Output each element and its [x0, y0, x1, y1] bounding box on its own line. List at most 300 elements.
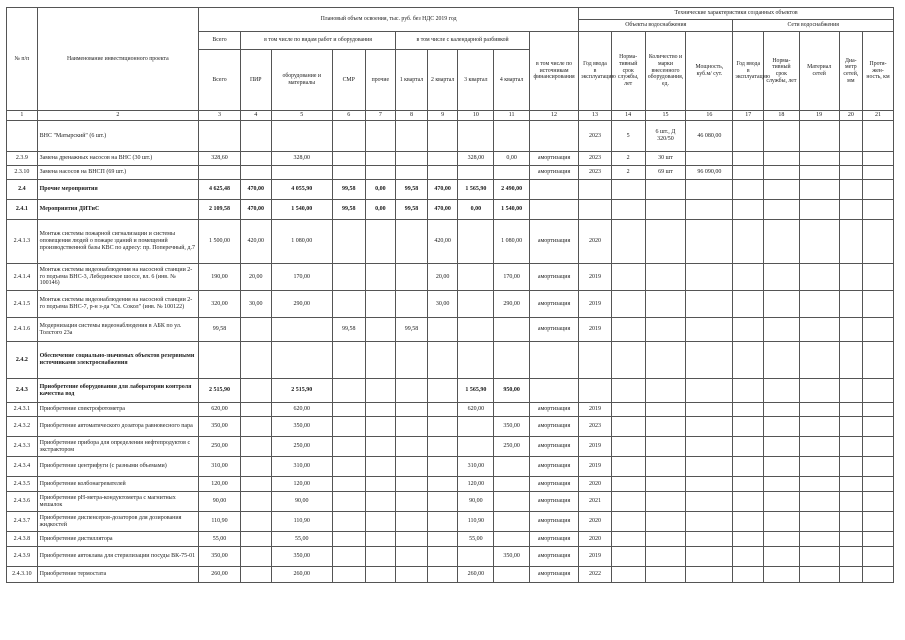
cell-network-empty	[799, 547, 839, 567]
cell-year: 2020	[579, 220, 612, 264]
cell-cap	[686, 220, 733, 264]
table-row	[7, 492, 894, 512]
cell-q4	[494, 477, 530, 492]
column-number: 11	[494, 111, 530, 121]
cell-network-empty	[764, 477, 800, 492]
cell-network-empty	[733, 512, 764, 532]
cell-q1: 99,58	[396, 180, 428, 200]
cell-network-empty	[839, 403, 862, 417]
cell-name: Приобретение центрифуги (с разными объемами)	[37, 457, 198, 477]
cell-network-empty	[733, 417, 764, 437]
cell-q2	[427, 318, 458, 342]
cell-network-empty	[764, 166, 800, 180]
cell-qty	[645, 532, 686, 547]
cell-qty	[645, 403, 686, 417]
column-number: 13	[579, 111, 612, 121]
cell-smr	[332, 379, 365, 403]
cell-qty	[645, 567, 686, 583]
table-row	[7, 437, 894, 457]
cell-cap	[686, 180, 733, 200]
cell-smr	[332, 567, 365, 583]
cell-q3	[458, 417, 494, 437]
cell-pir	[240, 121, 271, 152]
cell-other	[365, 547, 396, 567]
cell-cap	[686, 512, 733, 532]
cell-num: 2.3.10	[7, 166, 38, 180]
cell-cap	[686, 417, 733, 437]
cell-q2	[427, 342, 458, 379]
cell-q2	[427, 403, 458, 417]
cell-num: 2.4.1.6	[7, 318, 38, 342]
cell-network-empty	[863, 437, 894, 457]
cell-total: 620,00	[199, 403, 241, 417]
cell-life	[611, 291, 645, 318]
cell-cap	[686, 532, 733, 547]
cell-name: Монтаж системы пожарной сигнализации и системы оповещения людей о пожаре зданий и помещений производственной базы КВС по адресу: пр. Поперечный, д.7	[37, 220, 198, 264]
cell-cap	[686, 567, 733, 583]
column-number: 15	[645, 111, 686, 121]
cell-cap	[686, 318, 733, 342]
cell-qty	[645, 457, 686, 477]
cell-q3	[458, 342, 494, 379]
cell-smr	[332, 512, 365, 532]
cell-q2: 30,00	[427, 291, 458, 318]
cell-qty	[645, 512, 686, 532]
cell-life	[611, 180, 645, 200]
cell-total: 120,00	[199, 477, 241, 492]
cell-network-empty	[764, 152, 800, 166]
cell-other	[365, 291, 396, 318]
document-sheet	[6, 7, 894, 583]
header-diameter: Диа-метр сетей, мм	[839, 32, 862, 111]
cell-smr	[332, 121, 365, 152]
cell-year: 2020	[579, 512, 612, 532]
header-material: Материал сетей	[799, 32, 839, 111]
cell-q2: 470,00	[427, 200, 458, 220]
cell-network-empty	[733, 342, 764, 379]
cell-qty	[645, 291, 686, 318]
cell-network-empty	[863, 291, 894, 318]
cell-q1	[396, 403, 428, 417]
cell-total: 350,00	[199, 417, 241, 437]
cell-num: 2.4.3.6	[7, 492, 38, 512]
cell-network-empty	[733, 264, 764, 291]
cell-other	[365, 166, 396, 180]
cell-cap	[686, 291, 733, 318]
cell-network-empty	[863, 121, 894, 152]
cell-q1: 99,58	[396, 200, 428, 220]
table-row	[7, 121, 894, 152]
cell-q1	[396, 547, 428, 567]
cell-network-empty	[839, 379, 862, 403]
cell-name: Приобретение оборудования для лаборатории контроля качества вод	[37, 379, 198, 403]
cell-network-empty	[863, 200, 894, 220]
cell-total: 350,00	[199, 547, 241, 567]
cell-src: амортизация	[529, 166, 578, 180]
table-body	[7, 121, 894, 583]
cell-year: 2023	[579, 152, 612, 166]
table-row	[7, 417, 894, 437]
cell-eq: 350,00	[271, 417, 332, 437]
cell-num: 2.4.1.4	[7, 264, 38, 291]
cell-network-empty	[799, 477, 839, 492]
cell-network-empty	[863, 512, 894, 532]
cell-other	[365, 567, 396, 583]
cell-eq: 2 515,90	[271, 379, 332, 403]
cell-pir	[240, 477, 271, 492]
cell-q1	[396, 532, 428, 547]
cell-q3: 90,00	[458, 492, 494, 512]
cell-q2	[427, 437, 458, 457]
column-number: 17	[733, 111, 764, 121]
cell-eq: 620,00	[271, 403, 332, 417]
cell-name: Замена дренажных насосов на ВНС (30 шт.)	[37, 152, 198, 166]
cell-name: Замена насосов на ВНСП (69 шт.)	[37, 166, 198, 180]
cell-network-empty	[764, 342, 800, 379]
cell-name: Приобретение колбонагревателей	[37, 477, 198, 492]
header-water-networks: Сети водоснабжения	[733, 20, 894, 32]
cell-eq: 4 055,90	[271, 180, 332, 200]
cell-smr: 99,58	[332, 200, 365, 220]
cell-eq: 120,00	[271, 477, 332, 492]
table-row	[7, 200, 894, 220]
cell-network-empty	[733, 403, 764, 417]
cell-cap	[686, 379, 733, 403]
header-water-supply: Объекты водоснабжения	[579, 20, 733, 32]
cell-network-empty	[839, 220, 862, 264]
cell-q3	[458, 437, 494, 457]
table-row	[7, 457, 894, 477]
cell-cap	[686, 264, 733, 291]
cell-num: 2.4.3.3	[7, 437, 38, 457]
cell-name: Приобретение автоматического дозатора равновесного пара	[37, 417, 198, 437]
cell-q1	[396, 379, 428, 403]
cell-pir: 470,00	[240, 180, 271, 200]
header-year-in2: Год ввода в эксплуатацию	[733, 32, 764, 111]
table-row	[7, 477, 894, 492]
cell-q2	[427, 152, 458, 166]
cell-network-empty	[764, 532, 800, 547]
cell-q1	[396, 220, 428, 264]
cell-network-empty	[799, 220, 839, 264]
column-number: 4	[240, 111, 271, 121]
cell-year	[579, 379, 612, 403]
cell-network-empty	[839, 180, 862, 200]
cell-name: Приобретение диспенсеров-дозаторов для дозирования жидкостей	[37, 512, 198, 532]
cell-q4	[494, 532, 530, 547]
cell-total: 320,00	[199, 291, 241, 318]
header-tech: Технические характеристики созданных объектов	[579, 8, 894, 20]
cell-network-empty	[839, 264, 862, 291]
cell-q4	[494, 166, 530, 180]
cell-network-empty	[764, 567, 800, 583]
cell-life	[611, 220, 645, 264]
cell-q4	[494, 457, 530, 477]
cell-network-empty	[799, 567, 839, 583]
cell-q3	[458, 547, 494, 567]
cell-src: амортизация	[529, 477, 578, 492]
cell-network-empty	[799, 532, 839, 547]
cell-network-empty	[839, 121, 862, 152]
cell-network-empty	[764, 200, 800, 220]
cell-qty	[645, 417, 686, 437]
table-row	[7, 547, 894, 567]
table-row	[7, 379, 894, 403]
cell-qty	[645, 264, 686, 291]
cell-pir	[240, 547, 271, 567]
cell-q3: 620,00	[458, 403, 494, 417]
cell-q2	[427, 512, 458, 532]
cell-network-empty	[799, 291, 839, 318]
cell-num: 2.4.3.1	[7, 403, 38, 417]
cell-q4	[494, 342, 530, 379]
cell-q2: 470,00	[427, 180, 458, 200]
cell-name: Приобретение дистиллятора	[37, 532, 198, 547]
column-number: 8	[396, 111, 428, 121]
cell-pir: 470,00	[240, 200, 271, 220]
cell-other	[365, 457, 396, 477]
cell-src: амортизация	[529, 403, 578, 417]
cell-eq: 260,00	[271, 567, 332, 583]
cell-pir	[240, 532, 271, 547]
cell-total: 190,00	[199, 264, 241, 291]
cell-total	[199, 166, 241, 180]
cell-cap	[686, 477, 733, 492]
cell-eq	[271, 318, 332, 342]
cell-life	[611, 318, 645, 342]
cell-src	[529, 379, 578, 403]
cell-network-empty	[839, 547, 862, 567]
cell-year: 2019	[579, 457, 612, 477]
cell-total: 90,00	[199, 492, 241, 512]
cell-src: амортизация	[529, 220, 578, 264]
cell-network-empty	[863, 567, 894, 583]
header-other: прочие	[365, 50, 396, 111]
cell-pir	[240, 403, 271, 417]
cell-cap: 46 080,00	[686, 121, 733, 152]
cell-life: 2	[611, 166, 645, 180]
cell-life	[611, 567, 645, 583]
cell-network-empty	[764, 512, 800, 532]
cell-total: 55,00	[199, 532, 241, 547]
cell-network-empty	[733, 492, 764, 512]
cell-other	[365, 492, 396, 512]
cell-network-empty	[733, 547, 764, 567]
cell-qty	[645, 220, 686, 264]
header-total-top: Всего	[199, 32, 241, 50]
header-service-life2: Норма-тивный срок службы, лет	[764, 32, 800, 111]
cell-src	[529, 121, 578, 152]
cell-other	[365, 512, 396, 532]
cell-total: 260,00	[199, 567, 241, 583]
column-number: 12	[529, 111, 578, 121]
header-length: Протя-жен-ность, км	[863, 32, 894, 111]
cell-q1	[396, 477, 428, 492]
cell-q4	[494, 318, 530, 342]
cell-year	[579, 342, 612, 379]
cell-network-empty	[799, 437, 839, 457]
cell-q2	[427, 567, 458, 583]
cell-network-empty	[839, 342, 862, 379]
cell-q1	[396, 264, 428, 291]
cell-network-empty	[839, 318, 862, 342]
cell-eq: 1 080,00	[271, 220, 332, 264]
cell-other: 0,00	[365, 200, 396, 220]
cell-qty	[645, 477, 686, 492]
cell-pir	[240, 166, 271, 180]
column-number: 10	[458, 111, 494, 121]
cell-name: Приобретение спектрофотометра	[37, 403, 198, 417]
header-year-in: Год ввода в эксплуатацию	[579, 32, 612, 111]
cell-network-empty	[799, 121, 839, 152]
cell-network-empty	[839, 512, 862, 532]
cell-name: Модернизация системы видеонаблюдения в АБК по ул. Толстого 23а	[37, 318, 198, 342]
cell-network-empty	[733, 220, 764, 264]
header-q1: 1 квартал	[396, 50, 428, 111]
header-name: Наименование инвестиционного проекта	[37, 8, 198, 111]
cell-pir: 420,00	[240, 220, 271, 264]
cell-year	[579, 180, 612, 200]
cell-network-empty	[863, 477, 894, 492]
cell-name: Прочие мероприятия	[37, 180, 198, 200]
cell-q4	[494, 567, 530, 583]
cell-q3	[458, 291, 494, 318]
cell-network-empty	[863, 417, 894, 437]
cell-network-empty	[839, 457, 862, 477]
cell-eq: 350,00	[271, 547, 332, 567]
cell-network-empty	[764, 492, 800, 512]
cell-qty	[645, 437, 686, 457]
header-q2: 2 квартал	[427, 50, 458, 111]
cell-q3: 55,00	[458, 532, 494, 547]
cell-num: 2.4.3	[7, 379, 38, 403]
cell-smr	[332, 437, 365, 457]
cell-src: амортизация	[529, 417, 578, 437]
cell-network-empty	[733, 180, 764, 200]
cell-name: Обеспечение социально-значимых объектов резервными источниками электроснабжения	[37, 342, 198, 379]
cell-year: 2019	[579, 437, 612, 457]
cell-life	[611, 477, 645, 492]
cell-network-empty	[733, 121, 764, 152]
cell-network-empty	[799, 379, 839, 403]
header-q3: 3 квартал	[458, 50, 494, 111]
cell-eq: 170,00	[271, 264, 332, 291]
cell-network-empty	[733, 200, 764, 220]
cell-total: 2 109,58	[199, 200, 241, 220]
cell-eq	[271, 121, 332, 152]
cell-q1	[396, 417, 428, 437]
cell-network-empty	[863, 532, 894, 547]
cell-smr	[332, 403, 365, 417]
cell-other: 0,00	[365, 180, 396, 200]
cell-smr	[332, 457, 365, 477]
cell-pir: 30,00	[240, 291, 271, 318]
cell-network-empty	[799, 180, 839, 200]
table-row	[7, 220, 894, 264]
cell-eq: 290,00	[271, 291, 332, 318]
cell-q1	[396, 512, 428, 532]
cell-network-empty	[764, 318, 800, 342]
cell-life	[611, 512, 645, 532]
cell-q3: 1 565,90	[458, 180, 494, 200]
cell-smr	[332, 220, 365, 264]
cell-q2: 20,00	[427, 264, 458, 291]
cell-q4: 2 490,00	[494, 180, 530, 200]
cell-q1: 99,58	[396, 318, 428, 342]
cell-eq: 328,00	[271, 152, 332, 166]
cell-eq: 250,00	[271, 437, 332, 457]
cell-network-empty	[863, 547, 894, 567]
cell-network-empty	[839, 492, 862, 512]
cell-name: Приобретение рН-метра-кондуктометра с магнитных мешалок	[37, 492, 198, 512]
cell-q2	[427, 166, 458, 180]
cell-smr: 99,58	[332, 180, 365, 200]
cell-q1	[396, 492, 428, 512]
cell-num: 2.4.3.9	[7, 547, 38, 567]
cell-network-empty	[799, 166, 839, 180]
cell-pir	[240, 512, 271, 532]
cell-total: 328,60	[199, 152, 241, 166]
cell-year: 2022	[579, 567, 612, 583]
cell-network-empty	[733, 291, 764, 318]
cell-q2	[427, 379, 458, 403]
header-pir: ПИР	[240, 50, 271, 111]
cell-network-empty	[839, 477, 862, 492]
cell-total: 1 500,00	[199, 220, 241, 264]
cell-life: 2	[611, 152, 645, 166]
cell-src: амортизация	[529, 457, 578, 477]
cell-life	[611, 403, 645, 417]
cell-year: 2019	[579, 547, 612, 567]
cell-network-empty	[839, 291, 862, 318]
cell-network-empty	[764, 403, 800, 417]
cell-life	[611, 532, 645, 547]
cell-pir	[240, 379, 271, 403]
cell-network-empty	[839, 567, 862, 583]
cell-num: 2.4.3.10	[7, 567, 38, 583]
cell-src: амортизация	[529, 492, 578, 512]
cell-other	[365, 403, 396, 417]
cell-other	[365, 220, 396, 264]
header-by-quarter: в том числе с календарной разбивкой	[396, 32, 530, 50]
column-number: 5	[271, 111, 332, 121]
cell-name: Монтаж системы видеонаблюдения на насосной станции 2-го подъема ВНС-3, Лебединское шоссе, вл. 6 (инв. № 100146)	[37, 264, 198, 291]
cell-q3: 328,00	[458, 152, 494, 166]
cell-num: 2.4.3.5	[7, 477, 38, 492]
header-q4: 4 квартал	[494, 50, 530, 111]
cell-qty: 69 шт	[645, 166, 686, 180]
cell-cap	[686, 200, 733, 220]
header-equipment: оборудование и материалы	[271, 50, 332, 111]
cell-network-empty	[764, 379, 800, 403]
table-row	[7, 318, 894, 342]
cell-q2	[427, 457, 458, 477]
cell-network-empty	[799, 512, 839, 532]
cell-name: Приобретение термостата	[37, 567, 198, 583]
table-row	[7, 180, 894, 200]
cell-total: 99,58	[199, 318, 241, 342]
cell-network-empty	[863, 492, 894, 512]
cell-q4: 170,00	[494, 264, 530, 291]
cell-smr	[332, 417, 365, 437]
cell-network-empty	[764, 220, 800, 264]
cell-q2	[427, 477, 458, 492]
cell-q1	[396, 567, 428, 583]
cell-src: амортизация	[529, 512, 578, 532]
cell-q3: 0,00	[458, 200, 494, 220]
cell-cap	[686, 437, 733, 457]
cell-life	[611, 547, 645, 567]
